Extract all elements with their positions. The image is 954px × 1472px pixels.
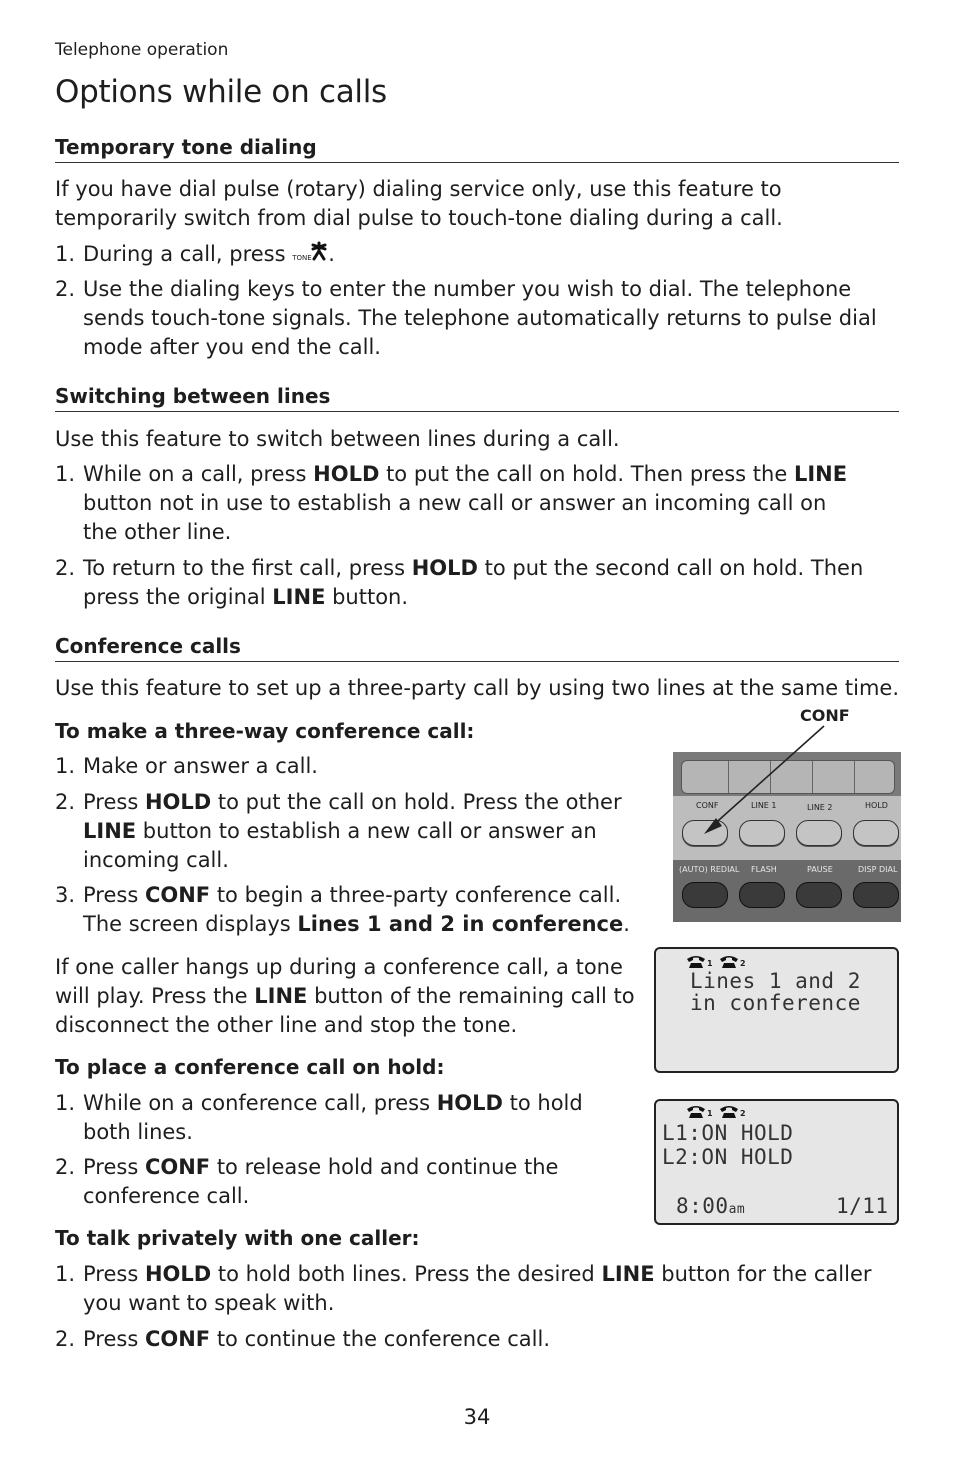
step-line (83, 1089, 583, 1118)
tone-step-1 (55, 240, 915, 270)
step-line: sends touch-tone signals. The telephone automatically returns to pulse dial (83, 306, 877, 330)
tone-key-label: TONE (292, 254, 312, 262)
hangup-line-3: disconnect the other line and stop the tone. (55, 1013, 518, 1037)
step-line (83, 583, 408, 612)
text-part: Press (83, 1262, 145, 1286)
redial-key (682, 882, 728, 908)
lcd-time (676, 1194, 745, 1218)
subheading-hold-conf: To place a conference call on hold: (55, 1055, 445, 1079)
key-hold: HOLD (144, 1262, 212, 1286)
conf-intro: Use this feature to set up a three-party call by using two lines at the same time. (55, 676, 900, 700)
phone-line-2-number: 2 (740, 959, 746, 968)
step-line: both lines. (83, 1120, 193, 1144)
key-hold: HOLD (313, 462, 380, 486)
section-heading-tone: Temporary tone dialing (55, 135, 899, 163)
phone-line-2-icon (719, 1105, 739, 1119)
phone-line-1-number: 1 (707, 959, 713, 968)
text-part: to put the second call on hold. Then (477, 556, 864, 580)
text-part: While on a call, press (83, 462, 314, 486)
key-label-line1: LINE 1 (751, 801, 777, 810)
lcd-screen-conference (654, 947, 899, 1073)
key-line: LINE (601, 1262, 655, 1286)
text-part: to put the call on hold. Press the other (211, 790, 622, 814)
step-number: 1. (55, 242, 76, 266)
text-part: Press (83, 883, 145, 907)
step-line (83, 554, 863, 583)
key-label-conf: CONF (696, 801, 719, 810)
hangup-line-1: If one caller hangs up during a conference call, a tone (55, 955, 623, 979)
text-part: will play. Press the (55, 984, 255, 1008)
lcd-line-1: L1:ON HOLD (662, 1121, 794, 1145)
screen-message: Lines 1 and 2 in conference (297, 912, 624, 936)
text-part: Press (83, 790, 145, 814)
key-conf: CONF (144, 1327, 211, 1351)
step-line: you want to speak with. (83, 1291, 335, 1315)
key-hold: HOLD (436, 1091, 503, 1115)
subheading-make-conf: To make a three-way conference call: (55, 719, 475, 743)
step-number: 2. (55, 790, 76, 814)
text-part: to begin a three-party conference call. (210, 883, 622, 907)
key-label-pause: PAUSE (807, 865, 833, 874)
step-number: 1. (55, 754, 76, 778)
key-hold: HOLD (411, 556, 478, 580)
step-line: the other line. (83, 520, 232, 544)
step-text-end: . (328, 242, 335, 266)
text-part: to hold (502, 1091, 583, 1115)
lcd-ampm: am (728, 1202, 746, 1217)
step-line: button not in use to establish a new call or answer an incoming call on (83, 491, 827, 515)
hold-step-1 (55, 1089, 655, 1149)
text-part: To return to the first call, press (83, 556, 412, 580)
flash-key (739, 882, 785, 908)
text-part: button for the caller (654, 1262, 872, 1286)
phone-line-1-number: 1 (707, 1109, 713, 1118)
tone-star-key (292, 241, 328, 263)
text-part: press the original (83, 585, 273, 609)
tone-intro-1: If you have dial pulse (rotary) dialing service only, use this feature to (55, 177, 782, 201)
text-part: to continue the conference call. (210, 1327, 551, 1351)
step-text-part: During a call, press (83, 242, 286, 266)
page-number: 34 (463, 1405, 491, 1429)
step-line: Make or answer a call. (83, 754, 318, 778)
phone-line-2-icon (719, 955, 739, 969)
lcd-screen-hold (654, 1099, 899, 1225)
step-number: 1. (55, 1262, 76, 1286)
star-key-icon (311, 241, 327, 261)
step-line: incoming call. (83, 848, 229, 872)
lcd-time-value: 8:00 (676, 1194, 729, 1218)
key-label-line2: LINE 2 (807, 803, 833, 812)
text-part: . (623, 912, 630, 936)
callout-arrow (690, 722, 840, 842)
phone-function-keys-row (673, 860, 901, 922)
step-number: 2. (55, 556, 76, 580)
text-part: Press (83, 1327, 145, 1351)
key-line: LINE (272, 585, 326, 609)
switch-intro: Use this feature to switch between lines during a call. (55, 427, 620, 451)
phone-line-1-icon (686, 1105, 706, 1119)
step-text (83, 240, 335, 269)
key-line: LINE (83, 819, 137, 843)
page-title: Options while on calls (55, 74, 387, 110)
lcd-line-1: Lines 1 and 2 (690, 969, 861, 993)
step-line (83, 1325, 550, 1354)
conf-step-2 (55, 788, 655, 878)
step-number: 1. (55, 1091, 76, 1115)
hold-step-2 (55, 1153, 655, 1213)
conf-callout-label: CONF (800, 706, 850, 725)
private-step-1 (55, 1260, 915, 1320)
running-header: Telephone operation (55, 40, 229, 60)
pause-key (796, 882, 842, 908)
switch-step-1 (55, 460, 915, 550)
section-heading-switch: Switching between lines (55, 384, 899, 412)
lcd-line-2: L2:ON HOLD (662, 1145, 794, 1169)
text-part: to release hold and continue the (210, 1155, 559, 1179)
phone-line-2-number: 2 (740, 1109, 746, 1118)
subheading-private: To talk privately with one caller: (55, 1226, 420, 1250)
step-line (83, 1153, 558, 1182)
text-part: While on a conference call, press (83, 1091, 437, 1115)
disp-dial-key (853, 882, 899, 908)
step-number: 2. (55, 1155, 76, 1179)
step-line (83, 881, 621, 910)
hangup-line-2 (55, 982, 635, 1011)
key-hold: HOLD (144, 790, 212, 814)
step-number: 1. (55, 462, 76, 486)
lcd-date: 1/11 (836, 1194, 889, 1218)
key-line: LINE (254, 984, 308, 1008)
conf-step-1 (55, 752, 655, 782)
step-line (83, 817, 597, 846)
text-part: The screen displays (83, 912, 298, 936)
tone-step-2 (55, 275, 915, 365)
step-line (83, 788, 622, 817)
step-number: 3. (55, 883, 76, 907)
text-part: to put the call on hold. Then press the (379, 462, 794, 486)
phone-line-1-icon (686, 955, 706, 969)
text-part: Press (83, 1155, 145, 1179)
key-line: LINE (793, 462, 848, 486)
step-line: conference call. (83, 1184, 250, 1208)
step-number: 2. (55, 1327, 76, 1351)
step-line (83, 910, 630, 939)
text-part: button of the remaining call to (307, 984, 635, 1008)
lcd-line-2: in conference (690, 991, 861, 1015)
key-conf: CONF (144, 883, 211, 907)
step-line: Use the dialing keys to enter the number you wish to dial. The telephone (83, 277, 852, 301)
key-label-flash: FLASH (751, 865, 777, 874)
step-line: mode after you end the call. (83, 335, 381, 359)
text-part: button. (325, 585, 409, 609)
text-part: to hold both lines. Press the desired (211, 1262, 602, 1286)
section-heading-conf: Conference calls (55, 634, 899, 662)
tone-intro-2: temporarily switch from dial pulse to touch-tone dialing during a call. (55, 206, 783, 230)
text-part: button to establish a new call or answer an (136, 819, 597, 843)
key-conf: CONF (144, 1155, 211, 1179)
switch-step-2 (55, 554, 915, 614)
key-label-hold: HOLD (865, 801, 888, 810)
key-label-disp-dial: DISP DIAL (858, 865, 898, 874)
private-step-2 (55, 1325, 915, 1355)
key-label-redial: (AUTO) REDIAL (679, 865, 740, 874)
hold-key (853, 820, 899, 846)
step-line (83, 1260, 872, 1289)
conf-step-3 (55, 881, 655, 941)
step-number: 2. (55, 277, 76, 301)
step-line (83, 460, 847, 489)
